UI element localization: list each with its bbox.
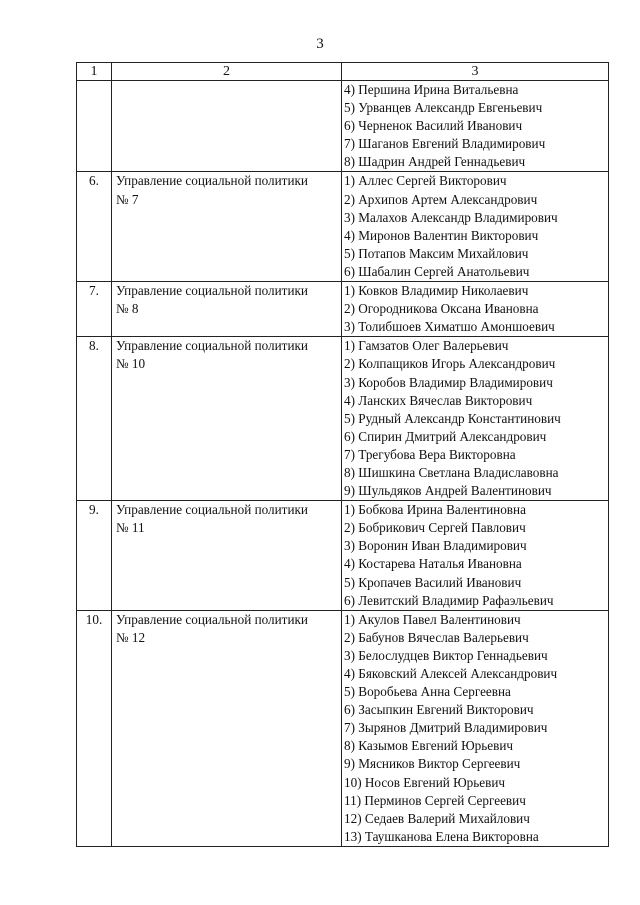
member-name: 6) Засыпкин Евгений Викторович [344, 702, 534, 718]
members-cell [342, 337, 609, 501]
member-name: 5) Потапов Максим Михайлович [344, 245, 529, 261]
table-row [77, 337, 609, 501]
member-name: 13) Таушканова Елена Викторовна [344, 828, 539, 844]
member-name: 10) Носов Евгений Юрьевич [344, 774, 506, 790]
member-name: 2) Бабунов Вячеслав Валерьевич [344, 629, 529, 645]
row-number: 10. [77, 610, 112, 846]
member-name: 6) Черненок Василий Иванович [344, 118, 523, 134]
department-name: Управление социальной политики [116, 611, 308, 627]
department-number: № 12 [116, 629, 146, 645]
member-name: 6) Шабалин Сергей Анатольевич [344, 263, 530, 279]
table-row [77, 81, 609, 172]
column-header-3: 3 [342, 63, 609, 81]
department-cell [112, 337, 342, 501]
department-name [116, 81, 341, 99]
department-cell [112, 610, 342, 846]
member-name: 7) Трегубова Вера Викторовна [344, 446, 516, 462]
member-name: 1) Бобкова Ирина Валентиновна [344, 502, 526, 518]
member-name: 4) Першина Ирина Витальевна [344, 82, 519, 97]
member-name: 8) Казымов Евгений Юрьевич [344, 738, 514, 754]
member-name: 6) Левитский Владимир Рафаэльевич [344, 592, 554, 608]
table-row [77, 282, 609, 337]
row-number: 9. [77, 501, 112, 611]
member-name: 5) Воробьева Анна Сергеевна [344, 684, 511, 700]
commission-table [76, 62, 609, 847]
member-name: 5) Кропачев Василий Иванович [344, 574, 522, 590]
member-name: 8) Шишкина Светлана Владиславовна [344, 464, 559, 480]
members-cell [342, 501, 609, 611]
column-header-2: 2 [112, 63, 342, 81]
table-row [77, 610, 609, 846]
department-cell [112, 501, 342, 611]
row-number [77, 81, 112, 172]
member-name: 7) Зырянов Дмитрий Владимирович [344, 720, 548, 736]
member-name: 2) Бобрикович Сергей Павлович [344, 520, 526, 536]
members-cell [342, 81, 609, 172]
table-row [77, 501, 609, 611]
member-name: 4) Ланских Вячеслав Викторович [344, 392, 533, 408]
member-name: 9) Мясников Виктор Сергеевич [344, 756, 521, 772]
department-number [116, 99, 341, 117]
member-name: 5) Рудный Александр Константинович [344, 410, 561, 426]
department-cell [112, 81, 342, 172]
department-number: № 10 [116, 356, 146, 372]
member-name: 1) Акулов Павел Валентинович [344, 611, 521, 627]
department-name: Управление социальной политики [116, 283, 308, 299]
member-name: 1) Гамзатов Олег Валерьевич [344, 338, 509, 354]
member-name: 2) Огородникова Оксана Ивановна [344, 301, 539, 317]
department-cell [112, 282, 342, 337]
member-name: 3) Малахов Александр Владимирович [344, 209, 558, 225]
member-name: 3) Белослудцев Виктор Геннадьевич [344, 647, 548, 663]
row-number: 8. [77, 337, 112, 501]
department-number: № 8 [116, 301, 139, 317]
member-name: 2) Колпащиков Игорь Александрович [344, 356, 556, 372]
member-name: 1) Аллес Сергей Викторович [344, 173, 507, 189]
row-number: 6. [77, 172, 112, 282]
member-name: 5) Урванцев Александр Евгеньевич [344, 100, 543, 116]
member-name: 9) Шульдяков Андрей Валентинович [344, 483, 552, 499]
members-cell [342, 282, 609, 337]
department-name: Управление социальной политики [116, 173, 308, 189]
table-row [77, 172, 609, 282]
member-name: 4) Миронов Валентин Викторович [344, 227, 539, 243]
member-name: 7) Шаганов Евгений Владимирович [344, 136, 546, 152]
row-number: 7. [77, 282, 112, 337]
member-name: 4) Бяковский Алексей Александрович [344, 666, 558, 681]
member-name: 3) Толибшоев Химатшо Амоншоевич [344, 319, 555, 335]
column-header-1: 1 [77, 63, 112, 81]
member-name: 4) Костарева Наталья Ивановна [344, 556, 522, 572]
page-number: 3 [316, 36, 324, 52]
member-name: 6) Спирин Дмитрий Александрович [344, 428, 547, 444]
member-name: 3) Воронин Иван Владимирович [344, 538, 527, 554]
member-name: 8) Шадрин Андрей Геннадьевич [344, 154, 526, 170]
member-name: 2) Архипов Артем Александрович [344, 191, 538, 207]
department-number: № 11 [116, 520, 145, 536]
member-name: 12) Седаев Валерий Михайлович [344, 810, 530, 826]
members-cell [342, 610, 609, 846]
member-name: 1) Ковков Владимир Николаевич [344, 283, 529, 299]
member-name: 11) Перминов Сергей Сергеевич [344, 792, 526, 808]
department-number: № 7 [116, 191, 139, 207]
table-header-row [77, 63, 609, 81]
department-name: Управление социальной политики [116, 338, 308, 354]
department-cell [112, 172, 342, 282]
department-name: Управление социальной политики [116, 502, 308, 518]
member-name: 3) Коробов Владимир Владимирович [344, 374, 553, 390]
members-cell [342, 172, 609, 282]
